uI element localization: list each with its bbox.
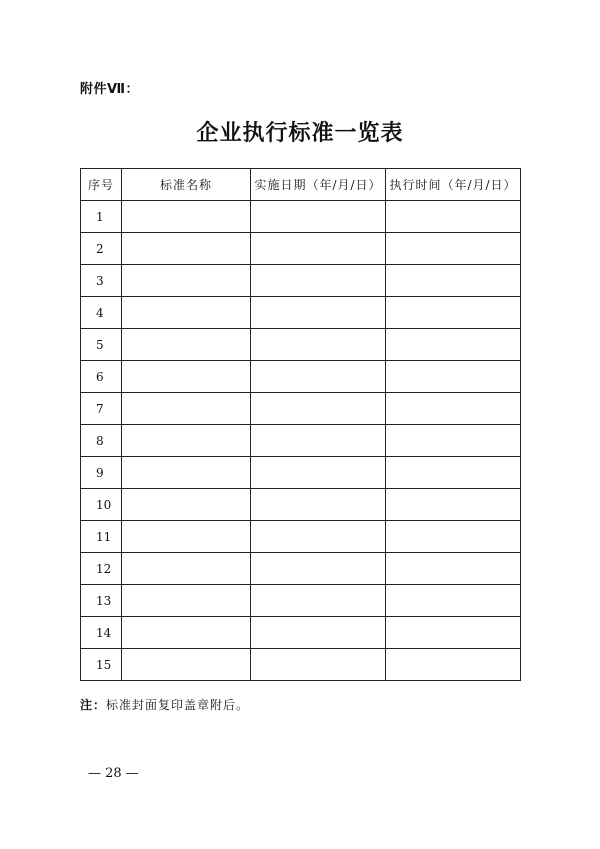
execution-date-cell[interactable] (386, 585, 521, 617)
execution-date-cell[interactable] (386, 425, 521, 457)
table-row (81, 329, 521, 361)
attachment-label: 附件Ⅶ： (80, 82, 140, 97)
standard-name-cell[interactable] (122, 553, 251, 585)
table-row (81, 265, 521, 297)
row-index-cell: 1 (81, 201, 122, 233)
standard-name-cell[interactable] (122, 617, 251, 649)
execution-date-cell[interactable] (386, 457, 521, 489)
execution-date-cell[interactable] (386, 361, 521, 393)
row-index-cell: 9 (81, 457, 122, 489)
table-row (81, 233, 521, 265)
effective-date-cell[interactable] (251, 361, 386, 393)
table-row (81, 617, 521, 649)
execution-date-cell[interactable] (386, 553, 521, 585)
execution-date-cell[interactable] (386, 265, 521, 297)
table-row (81, 489, 521, 521)
standard-name-cell[interactable] (122, 361, 251, 393)
execution-date-cell[interactable] (386, 649, 521, 681)
table-row (81, 297, 521, 329)
row-index-cell: 3 (81, 265, 122, 297)
standard-name-cell[interactable] (122, 489, 251, 521)
standards-table (80, 168, 521, 681)
standard-name-cell[interactable] (122, 585, 251, 617)
row-index-cell: 11 (81, 521, 122, 553)
execution-date-cell[interactable] (386, 489, 521, 521)
standard-name-cell[interactable] (122, 521, 251, 553)
standard-name-cell[interactable] (122, 329, 251, 361)
table-row (81, 457, 521, 489)
effective-date-cell[interactable] (251, 553, 386, 585)
table-body (81, 201, 521, 681)
standard-name-cell[interactable] (122, 201, 251, 233)
row-index-cell: 2 (81, 233, 122, 265)
table-header-row (81, 169, 521, 201)
standard-name-cell[interactable] (122, 393, 251, 425)
row-index-cell: 13 (81, 585, 122, 617)
table-row (81, 393, 521, 425)
table-row (81, 553, 521, 585)
row-index-cell: 8 (81, 425, 122, 457)
execution-date-cell[interactable] (386, 201, 521, 233)
effective-date-cell[interactable] (251, 425, 386, 457)
effective-date-cell[interactable] (251, 457, 386, 489)
standard-name-cell[interactable] (122, 297, 251, 329)
footnote (80, 696, 249, 713)
column-header-standard-name: 标准名称 (122, 169, 251, 201)
effective-date-cell[interactable] (251, 393, 386, 425)
execution-date-cell[interactable] (386, 233, 521, 265)
effective-date-cell[interactable] (251, 489, 386, 521)
execution-date-cell[interactable] (386, 617, 521, 649)
row-index-cell: 6 (81, 361, 122, 393)
effective-date-cell[interactable] (251, 297, 386, 329)
standard-name-cell[interactable] (122, 649, 251, 681)
row-index-cell: 10 (81, 489, 122, 521)
row-index-cell: 14 (81, 617, 122, 649)
footnote-text: 标准封面复印盖章附后。 (106, 698, 250, 712)
table-row (81, 425, 521, 457)
execution-date-cell[interactable] (386, 393, 521, 425)
effective-date-cell[interactable] (251, 585, 386, 617)
table-row (81, 361, 521, 393)
table-row (81, 649, 521, 681)
footnote-prefix: 注： (80, 698, 107, 712)
standard-name-cell[interactable] (122, 425, 251, 457)
row-index-cell: 12 (81, 553, 122, 585)
effective-date-cell[interactable] (251, 617, 386, 649)
standard-name-cell[interactable] (122, 265, 251, 297)
row-index-cell: 4 (81, 297, 122, 329)
effective-date-cell[interactable] (251, 265, 386, 297)
column-header-effective-date: 实施日期（年/月/日） (251, 169, 386, 201)
effective-date-cell[interactable] (251, 201, 386, 233)
standard-name-cell[interactable] (122, 457, 251, 489)
effective-date-cell[interactable] (251, 649, 386, 681)
row-index-cell: 15 (81, 649, 122, 681)
table-row (81, 585, 521, 617)
document-title: 企业执行标准一览表 (196, 120, 404, 146)
standard-name-cell[interactable] (122, 233, 251, 265)
page-number: — 28 — (88, 766, 139, 781)
column-header-index: 序号 (81, 169, 122, 201)
column-header-execution-date: 执行时间（年/月/日） (386, 169, 521, 201)
table-row (81, 521, 521, 553)
effective-date-cell[interactable] (251, 233, 386, 265)
execution-date-cell[interactable] (386, 521, 521, 553)
execution-date-cell[interactable] (386, 297, 521, 329)
effective-date-cell[interactable] (251, 329, 386, 361)
table-row (81, 201, 521, 233)
row-index-cell: 7 (81, 393, 122, 425)
execution-date-cell[interactable] (386, 329, 521, 361)
row-index-cell: 5 (81, 329, 122, 361)
effective-date-cell[interactable] (251, 521, 386, 553)
